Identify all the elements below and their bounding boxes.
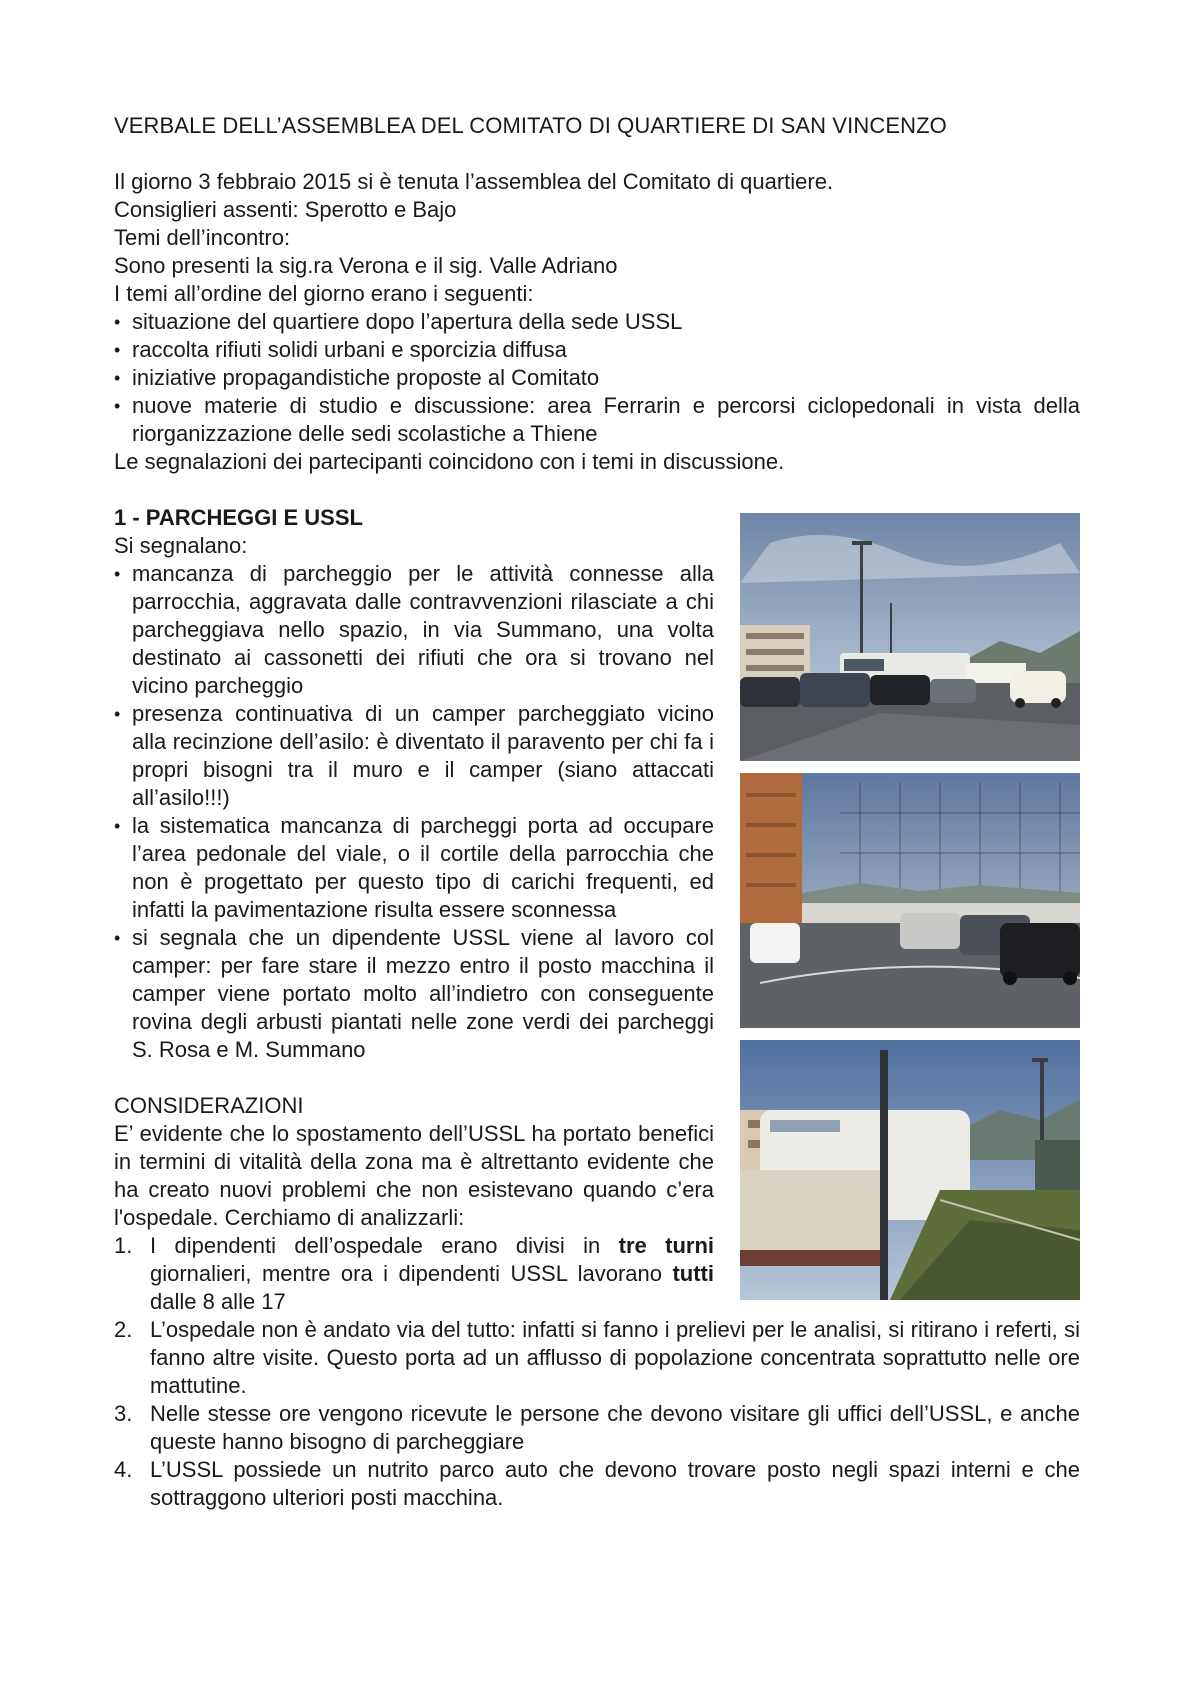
photo-column bbox=[740, 513, 1080, 1312]
issue-list bbox=[114, 560, 714, 1064]
camper-photo bbox=[740, 1040, 1080, 1300]
item-bold-text: tutti bbox=[672, 1261, 714, 1286]
list-item bbox=[114, 1456, 1080, 1512]
intro-closing: Le segnalazioni dei partecipanti coincidono con i temi in discussione. bbox=[114, 449, 785, 474]
intro-line: I temi all’ordine del giorno erano i seguenti: bbox=[114, 281, 534, 306]
list-item: • presenza continuativa di un camper parcheggiato vicino alla recinzione dell’asilo: è diventato il paravento per chi fa i propri bisogni tra il muro e il camper (siano attaccati all’asilo!!!) bbox=[114, 700, 714, 812]
list-item: • raccolta rifiuti solidi urbani e sporcizia diffusa bbox=[114, 336, 1080, 364]
list-item: • la sistematica mancanza di parcheggi porta ad occupare l’area pedonale del viale, o il cortile della parrocchia che non è progettato per questo tipo di carichi frequenti, ed infatti la pavimentazione risulta essere sconnessa bbox=[114, 812, 714, 924]
list-item: • iniziative propagandistiche proposte al Comitato bbox=[114, 364, 1080, 392]
document-page bbox=[114, 112, 1080, 1512]
list-item bbox=[114, 1400, 1080, 1456]
item-number: 3. bbox=[114, 1401, 133, 1426]
list-item bbox=[114, 1316, 1080, 1400]
intro-line: Consiglieri assenti: Sperotto e Bajo bbox=[114, 197, 457, 222]
item-number: 1. bbox=[114, 1233, 133, 1258]
item-text: I dipendenti dell’ospedale erano divisi in bbox=[150, 1233, 619, 1258]
intro-line: Temi dell’incontro: bbox=[114, 225, 291, 250]
item-text: Nelle stesse ore vengono ricevute le persone che devono visitare gli uffici dell’USSL, e anche queste hanno bisogno di parcheggiare bbox=[150, 1401, 1080, 1454]
courtyard-photo bbox=[740, 773, 1080, 1028]
considerations-heading: CONSIDERAZIONI bbox=[114, 1093, 304, 1118]
intro-line: Il giorno 3 febbraio 2015 si è tenuta l’assemblea del Comitato di quartiere. bbox=[114, 169, 834, 194]
section-parcheggi bbox=[114, 504, 1080, 1316]
list-item: • si segnala che un dipendente USSL viene al lavoro col camper: per fare stare il mezzo entro il posto macchina il camper viene portato molto all’indietro con conseguente rovina degli arbusti piantati nelle zone verdi dei parcheggi S. Rosa e M. Summano bbox=[114, 924, 714, 1064]
topic-list bbox=[114, 308, 1080, 448]
considerations-list-first bbox=[114, 1232, 714, 1316]
item-text: L’ospedale non è andato via del tutto: infatti si fanno i prelievi per le analisi, si ritirano i referti, si fanno altre visite. Questo porta ad un afflusso di popolazione concentrata soprattutto nelle ore mattutine. bbox=[150, 1317, 1080, 1398]
item-text: giornalieri, mentre ora i dipendenti USSL lavorano bbox=[150, 1261, 673, 1286]
intro-block bbox=[114, 168, 1080, 476]
section-lead: Si segnalano: bbox=[114, 533, 248, 558]
parking-lot-photo bbox=[740, 513, 1080, 761]
list-item: • mancanza di parcheggio per le attività connesse alla parrocchia, aggravata dalle contravvenzioni rilasciate a chi parcheggiava nello spazio, in via Summano, una volta destinato ai cassonetti dei rifiuti che ora si trovano nel vicino parcheggio bbox=[114, 560, 714, 700]
item-number: 4. bbox=[114, 1457, 133, 1482]
list-item: • nuove materie di studio e discussione: area Ferrarin e percorsi ciclopedonali in vista della riorganizzazione delle sedi scolastiche a Thiene bbox=[114, 392, 1080, 448]
considerations-text: E’ evidente che lo spostamento dell’USSL ha portato benefici in termini di vitalità della zona ma è altrettanto evidente che ha creato nuovi problemi che non esistevano quando c’era l'ospedale. Cerchiamo di analizzarli: bbox=[114, 1121, 714, 1230]
item-bold-text: tre turni bbox=[618, 1233, 714, 1258]
document-title: VERBALE DELL’ASSEMBLEA DEL COMITATO DI QUARTIERE DI SAN VINCENZO bbox=[114, 113, 947, 138]
section-heading: 1 - PARCHEGGI E USSL bbox=[114, 505, 363, 530]
considerations-list bbox=[114, 1316, 1080, 1512]
list-item: • situazione del quartiere dopo l’apertura della sede USSL bbox=[114, 308, 1080, 336]
intro-line: Sono presenti la sig.ra Verona e il sig. Valle Adriano bbox=[114, 253, 618, 278]
list-item bbox=[114, 1232, 714, 1316]
item-number: 2. bbox=[114, 1317, 133, 1342]
item-text: dalle 8 alle 17 bbox=[150, 1289, 286, 1314]
item-text: L’USSL possiede un nutrito parco auto che devono trovare posto negli spazi interni e che sottraggono ulteriori posti macchina. bbox=[150, 1457, 1080, 1510]
